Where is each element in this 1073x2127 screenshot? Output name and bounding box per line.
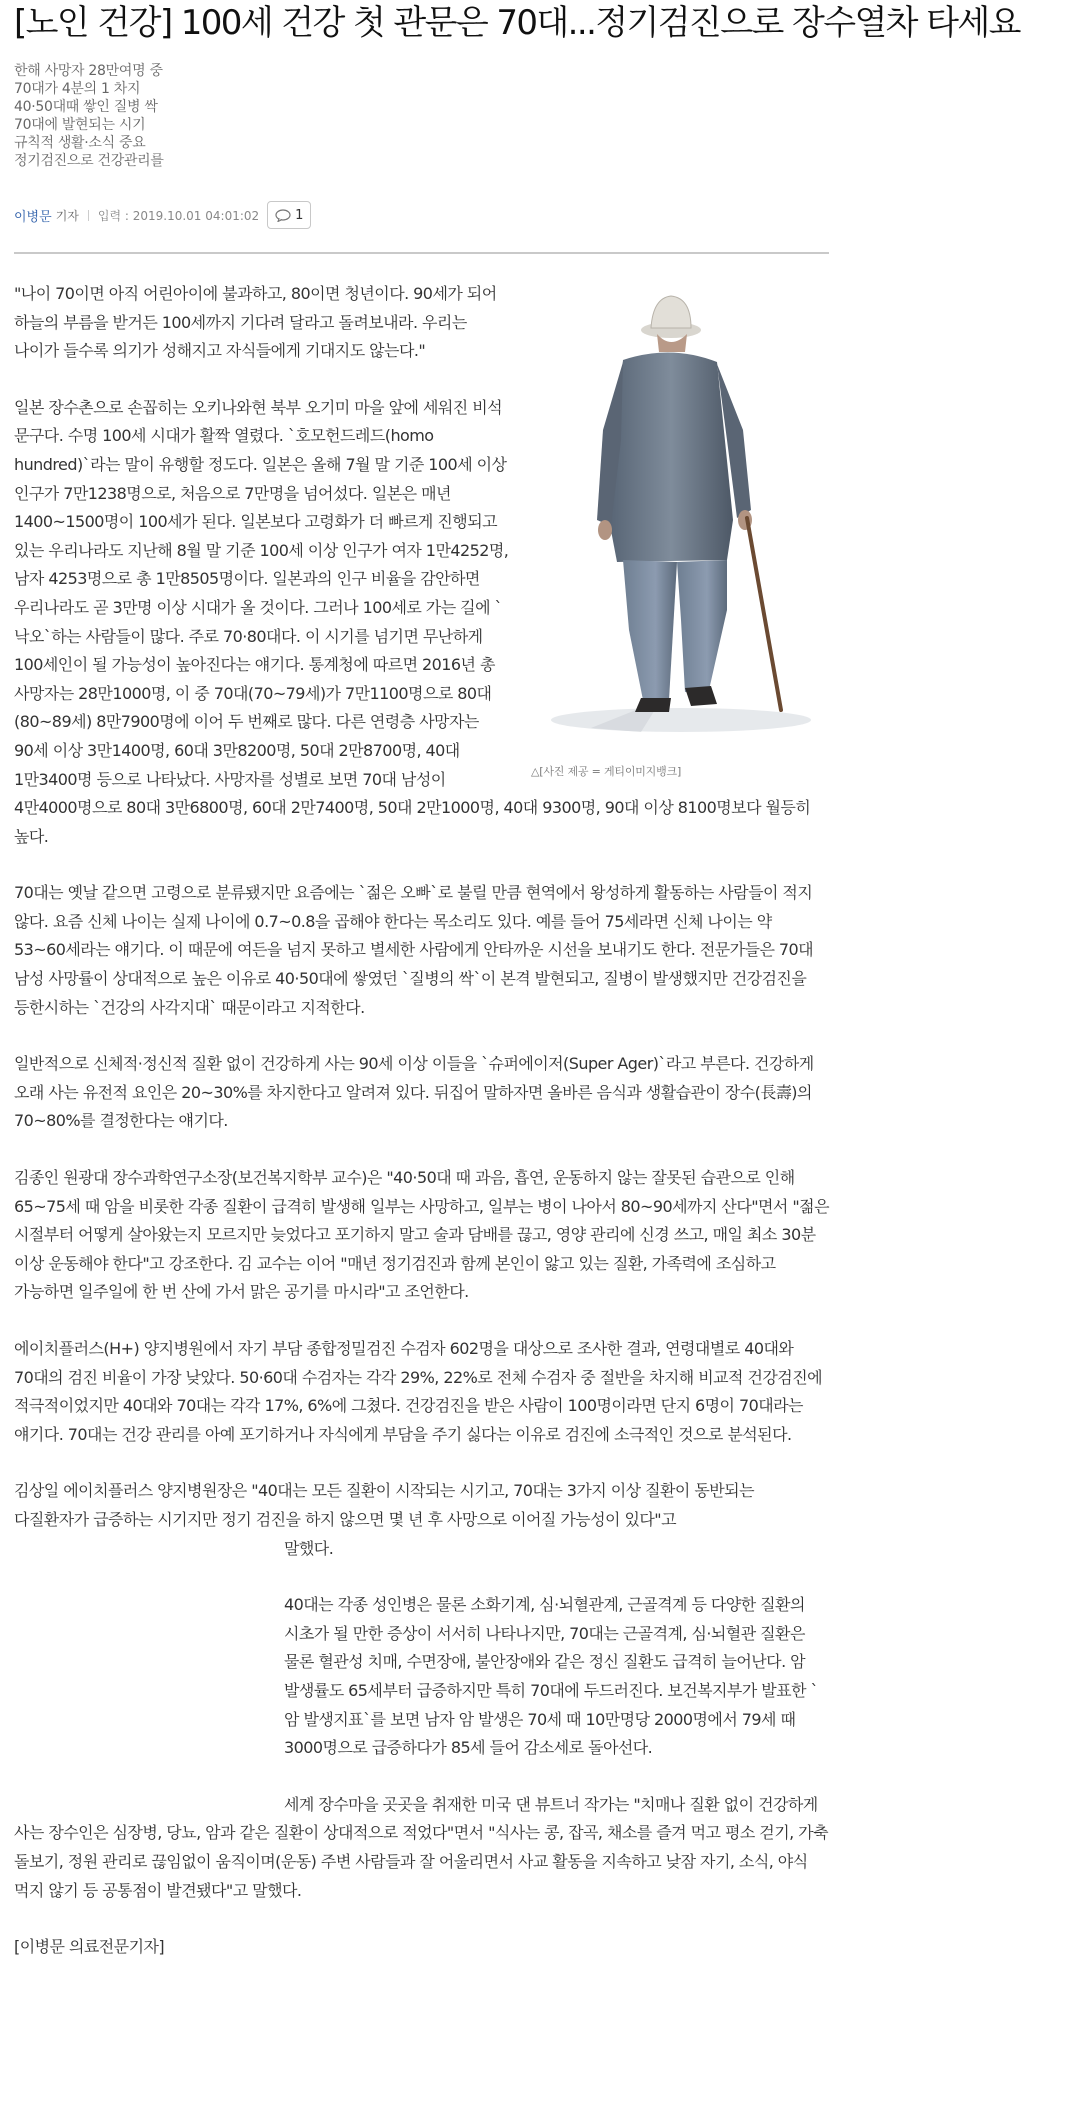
subtitle-line: 70대에 발현되는 시기	[14, 117, 146, 133]
paragraph: 김상일 에이치플러스 양지병원장은 "40대는 모든 질환이 시작되는 시기고, 70대는 3가지 이상 질환이 동반되는 다질환자가 급증하는 시기지만 정기 검진을 하지 않으면 몇 년 후 사망으로 이어질 가능성이 있다"고	[14, 1481, 754, 1529]
article-meta	[14, 200, 829, 230]
elderly-man-walking-image	[531, 280, 829, 756]
article	[14, 0, 1020, 1990]
subtitle-line: 70대가 4분의 1 차지	[14, 81, 141, 97]
paragraph: 일본 장수촌으로 손꼽히는 오키나와현 북부 오기미 마을 앞에 세워진 비석 문구다. 수명 100세 시대가 활짝 열렸다. `호모헌드레드(homo hundred)`라는 말이 유행할 정도다. 일본은 올해 7월 말 기준 100세 이상 인구가 7만1238명으로, 처음으로 7만명을 넘어섰다. 일본은 매년 1400~1500명이 100세가 된다. 일본보다 고령화가 더 빠르게 진행되고 있는 우리나라도 지난해 8월 말 기준 100세 이상 인구가 여자 1만4252명, 남자 4253명으로 총 1만8505명이다. 일본과의 인구 비율을 감안하면 우리나라도 곧 3만명 이상 시대가 올 것이다. 그러나 100세로 가는 길에 `낙오`하는 사람들이 많다. 주로 70·80대다. 이 시기를 넘기면 무난하게 100세인이 될 가능성이 높아진다는 얘기다. 통계청에 따르면 2016년 총 사망자는 28만1000명, 이 중 70대(70~79세)가 7만1100명으로 80대(80~89세) 8만7900명에 이어 두 번째로 많다. 다른 연령층 사망자는 90세 이상 3만1400명, 60대 3만8200명, 50대 2만8700명, 40대 1만3400명 등으로 나타났다. 사망자를 성별로 보면 70대 남성이 4만4000명으로 80대 3만6800명, 60대 2만7400명, 50대 2만1000명, 40대 9300명, 90대 이상 8100명보다 월등히 높다.	[14, 397, 811, 846]
paragraph: 세계 장수마을 곳곳을 취재한 미국 댄 뷰트너 작가는 "치매나 질환 없이 건강하게 사는 장수인은 심장병, 당뇨, 암과 같은 질환이 상대적으로 적었다"면서 "식사는 콩, 잡곡, 채소를 즐겨 먹고 평소 걷기, 가축 돌보기, 정원 관리로 끊임없이 움직이며(운동) 주변 사람들과 잘 어울리면서 사교 활동을 지속하고 낮잠 자기, 소식, 야식 먹지 않기 등 공통점이 발견됐다"고 말했다.	[14, 1794, 828, 1900]
publish-date: 입력 : 2019.10.01 04:01:02	[97, 208, 260, 223]
photo-caption: △[사진 제공 = 게티이미지뱅크]	[531, 765, 682, 778]
subtitle-line: 정기검진으로 건강관리를	[14, 153, 164, 169]
paragraph: 에이치플러스(H+) 양지병원에서 자기 부담 종합정밀검진 수검자 602명을 대상으로 조사한 결과, 연령대별로 40대와 70대의 검진 비율이 가장 낮았다. 50·60대 수검자는 각각 29%, 22%로 전체 수검자 중 절반을 차지해 비교적 건강검진에 적극적이었지만 40대와 70대는 각각 17%, 6%에 그쳤다. 건강검진을 받은 사람이 100명이라면 단지 6명이 70대라는 얘기다. 70대는 건강 관리를 아예 포기하거나 자식에게 부담을 주기 싫다는 이유로 검진에 소극적인 것으로 분석된다.	[14, 1339, 823, 1444]
article-title: [노인 건강] 100세 건강 첫 관문은 70대...정기검진으로 장수열차 타세요	[14, 3, 1020, 43]
article-subtitles	[14, 62, 829, 170]
subtitle-line: 40·50대때 쌓인 질병 싹	[14, 99, 158, 115]
author-link[interactable]: 이병문	[14, 209, 52, 225]
byline: [이병문 의료전문기자]	[14, 1937, 165, 1957]
paragraph: 말했다.	[284, 1538, 334, 1558]
article-body	[14, 280, 829, 1962]
paragraph: 70대는 옛날 같으면 고령으로 분류됐지만 요즘에는 `젊은 오빠`로 불릴 만큼 현역에서 왕성하게 활동하는 사람들이 적지 않다. 요즘 신체 나이는 실제 나이에 0.7~0.8을 곱해야 한다는 목소리도 있다. 예를 들어 75세라면 신체 나이는 약 53~60세라는 얘기다. 이 때문에 여든을 넘지 못하고 별세한 사람에게 안타까운 시선을 보내기도 한다. 전문가들은 70대 남성 사망률이 상대적으로 높은 이유로 40·50대에 쌓였던 `질병의 싹`이 본격 발현되고, 질병이 발생했지만 건강검진을 등한시하는 `건강의 사각지대` 때문이라고 지적한다.	[14, 883, 814, 1017]
meta-divider	[88, 210, 89, 221]
paragraph: 김종인 원광대 장수과학연구소장(보건복지학부 교수)은 "40·50대 때 과음, 흡연, 운동하지 않는 잘못된 습관으로 인해 65~75세 때 암을 비롯한 각종 질환이 급격히 발생해 일부는 사망하고, 일부는 병이 나아서 80~90세까지 산다"면서 "젊은 시절부터 어떻게 살아왔는지 모르지만 늦었다고 포기하지 말고 술과 담배를 끊고, 영양 관리에 신경 쓰고, 매일 최소 30분 이상 운동해야 한다"고 강조한다. 김 교수는 이어 "매년 정기검진과 함께 본인이 앓고 있는 질환, 가족력에 조심하고 가능하면 일주일에 한 번 산에 가서 맑은 공기를 마시라"고 조언한다.	[14, 1168, 829, 1302]
author-role: 기자	[55, 208, 79, 223]
comment-count: 1	[295, 207, 304, 223]
paragraph: 일반적으로 신체적·정신적 질환 없이 건강하게 사는 90세 이상 이들을 `슈퍼에이저(Super Ager)`라고 부른다. 건강하게 오래 사는 유전적 요인은 20~30%를 차지한다고 알려져 있다. 뒤집어 말하자면 올바른 음식과 생활습관이 장수(長壽)의 70~80%를 결정한다는 얘기다.	[14, 1054, 814, 1131]
subtitle-line: 한해 사망자 28만여명 중	[14, 63, 163, 79]
paragraph: 40대는 각종 성인병은 물론 소화기계, 심·뇌혈관계, 근골격계 등 다양한 질환의 시초가 될 만한 증상이 서서히 나타나지만, 70대는 근골격계, 심·뇌혈관 질환은 물론 혈관성 치매, 수면장애, 불안장애와 같은 정신 질환도 급격히 늘어난다. 암 발생률도 65세부터 급증하지만 특히 70대에 두드러진다. 보건복지부가 발표한 `암 발생지표`를 보면 남자 암 발생은 70세 때 10만명당 2000명에서 79세 때 3000명으로 급증하다가 85세 들어 감소세로 돌아선다.	[284, 1595, 818, 1758]
article-photo	[531, 280, 829, 780]
comment-button[interactable]	[267, 201, 311, 229]
paragraph: "나이 70이면 아직 어린아이에 불과하고, 80이면 청년이다. 90세가 되어 하늘의 부름을 받거든 100세까지 기다려 달라고 돌려보내라. 우리는 나이가 들수록 의기가 성해지고 자식들에게 기대지도 않는다."	[14, 284, 497, 361]
comment-icon	[275, 209, 291, 222]
header-divider	[14, 252, 829, 254]
subtitle-line: 규칙적 생활·소식 중요	[14, 135, 146, 151]
